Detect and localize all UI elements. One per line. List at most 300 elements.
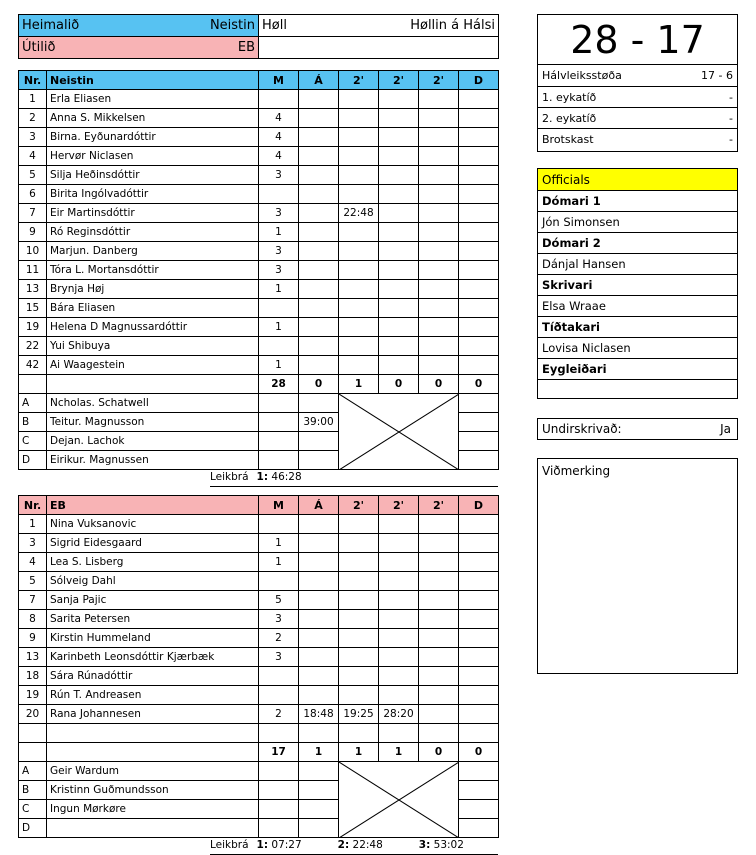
player-stat-t2 (379, 534, 419, 553)
player-row (19, 667, 499, 686)
official-m-empty (259, 819, 299, 838)
player-stat-d (459, 109, 499, 128)
column-header: Á (299, 496, 339, 515)
player-stat-d (459, 242, 499, 261)
halftime-score: 17 - 6 (701, 69, 733, 82)
player-stat-d (459, 572, 499, 591)
signed-label: Undirskrivað: (542, 422, 622, 436)
official-code: C (19, 432, 47, 451)
player-stat-t3 (419, 686, 459, 705)
player-stat-d (459, 667, 499, 686)
totals-empty (47, 375, 259, 394)
player-name: Tóra L. Mortansdóttir (47, 261, 259, 280)
player-stat-m (259, 724, 299, 743)
player-row (19, 299, 499, 318)
player-stat-t3 (419, 572, 459, 591)
player-number: 8 (19, 610, 47, 629)
player-number: 18 (19, 667, 47, 686)
player-stat-t2 (379, 299, 419, 318)
player-stat-m: 3 (259, 648, 299, 667)
total-value: 0 (299, 375, 339, 394)
player-stat-m (259, 299, 299, 318)
official-m-empty (259, 762, 299, 781)
player-stat-d (459, 337, 499, 356)
away-label: Útilið (22, 40, 56, 55)
player-number: 2 (19, 109, 47, 128)
player-stat-m (259, 686, 299, 705)
timeout-entry (257, 471, 302, 483)
official-role: Eygleiðari (538, 358, 737, 379)
total-value: 0 (419, 375, 459, 394)
official-name: Kristinn Guðmundsson (47, 781, 259, 800)
player-name: Lea S. Lisberg (47, 553, 259, 572)
player-stat-t1 (339, 147, 379, 166)
player-stat-t3 (419, 147, 459, 166)
player-stat-a (299, 534, 339, 553)
player-name: Birna. Eyðunardóttir (47, 128, 259, 147)
player-stat-m: 1 (259, 553, 299, 572)
player-stat-t2 (379, 667, 419, 686)
player-name: Hervør Niclasen (47, 147, 259, 166)
player-stat-t1: 19:25 (339, 705, 379, 724)
player-name: Anna S. Mikkelsen (47, 109, 259, 128)
player-name: Ró Reginsdóttir (47, 223, 259, 242)
player-stat-t1 (339, 648, 379, 667)
player-stat-m (259, 572, 299, 591)
player-number: 9 (19, 223, 47, 242)
official-m-empty (259, 451, 299, 470)
player-stat-t2 (379, 356, 419, 375)
player-row (19, 591, 499, 610)
total-value: 0 (379, 375, 419, 394)
player-stat-t3 (419, 299, 459, 318)
player-stat-t1 (339, 166, 379, 185)
extra-time-1-row (538, 86, 737, 107)
player-stat-m: 3 (259, 166, 299, 185)
player-stat-t1 (339, 610, 379, 629)
player-stat-t3 (419, 223, 459, 242)
player-stat-t3 (419, 166, 459, 185)
player-stat-a: 18:48 (299, 705, 339, 724)
official-warning (299, 819, 339, 838)
player-number: 3 (19, 128, 47, 147)
timeout-number: 2: (337, 839, 350, 851)
official-name (47, 819, 259, 838)
venue-empty-cell (259, 37, 499, 59)
player-stat-d (459, 280, 499, 299)
player-name: Marjun. Danberg (47, 242, 259, 261)
player-stat-t3 (419, 515, 459, 534)
official-m-empty (259, 800, 299, 819)
player-stat-t2 (379, 648, 419, 667)
player-stat-m: 1 (259, 534, 299, 553)
player-row (19, 185, 499, 204)
player-stat-t1 (339, 90, 379, 109)
player-stat-t1 (339, 223, 379, 242)
total-value: 17 (259, 743, 299, 762)
away-team-name: EB (237, 40, 255, 55)
player-stat-t1 (339, 280, 379, 299)
official-person (538, 379, 737, 400)
timeout-time: 53:02 (430, 839, 464, 851)
nr-header: Nr. (19, 496, 47, 515)
player-row (19, 553, 499, 572)
column-header: 2' (419, 71, 459, 90)
player-stat-d (459, 724, 499, 743)
player-number: 7 (19, 591, 47, 610)
player-name: Yui Shibuya (47, 337, 259, 356)
player-stat-m: 1 (259, 223, 299, 242)
player-stat-m: 3 (259, 242, 299, 261)
official-warning (299, 432, 339, 451)
player-stat-t2 (379, 147, 419, 166)
player-stat-t1 (339, 356, 379, 375)
player-number: 11 (19, 261, 47, 280)
player-stat-a (299, 629, 339, 648)
column-header: 2' (379, 496, 419, 515)
shootout-label: Brotskast (542, 132, 594, 146)
score-box (537, 14, 738, 152)
player-number: 19 (19, 686, 47, 705)
player-name: Sanja Pajic (47, 591, 259, 610)
player-stat-t2 (379, 686, 419, 705)
player-stat-m: 3 (259, 261, 299, 280)
column-header: Á (299, 71, 339, 90)
home-team-cell (19, 15, 259, 37)
official-code: D (19, 819, 47, 838)
player-stat-a (299, 337, 339, 356)
player-stat-a (299, 299, 339, 318)
column-header: M (259, 496, 299, 515)
player-name: Silja Heðinsdóttir (47, 166, 259, 185)
remarks-label: Viðmerking (542, 464, 611, 478)
home-header-row (19, 71, 499, 90)
official-m-empty (259, 394, 299, 413)
player-stat-a (299, 648, 339, 667)
official-person: Elsa Wraae (538, 295, 737, 316)
player-stat-a (299, 280, 339, 299)
venue-cell (259, 15, 499, 37)
official-m-empty (259, 781, 299, 800)
player-stat-m: 3 (259, 204, 299, 223)
player-stat-t2 (379, 242, 419, 261)
timeout-entry (338, 839, 383, 851)
away-team-cell (19, 37, 259, 59)
player-stat-t3 (419, 204, 459, 223)
home-timeouts (210, 471, 498, 487)
player-row (19, 686, 499, 705)
player-stat-t1 (339, 128, 379, 147)
player-stat-d (459, 610, 499, 629)
player-stat-t1 (339, 572, 379, 591)
player-number: 1 (19, 515, 47, 534)
home-team-name: Neistin (209, 18, 255, 33)
player-stat-a (299, 166, 339, 185)
official-code: B (19, 781, 47, 800)
player-number: 10 (19, 242, 47, 261)
timeout-time: 46:28 (268, 471, 302, 483)
player-row (19, 318, 499, 337)
player-row (19, 610, 499, 629)
player-stat-d (459, 705, 499, 724)
player-stat-t2 (379, 204, 419, 223)
official-m-empty (259, 413, 299, 432)
player-stat-t1 (339, 629, 379, 648)
player-name: Rún T. Andreasen (47, 686, 259, 705)
player-stat-a (299, 572, 339, 591)
official-d-cell (459, 394, 499, 413)
player-stat-a (299, 109, 339, 128)
player-stat-t2 (379, 90, 419, 109)
player-row (19, 280, 499, 299)
player-stat-t3 (419, 667, 459, 686)
player-stat-d (459, 515, 499, 534)
player-stat-a (299, 261, 339, 280)
player-stat-a (299, 553, 339, 572)
player-name: Nina Vuksanovic (47, 515, 259, 534)
player-name: Karinbeth Leonsdóttir Kjærbæk (47, 648, 259, 667)
player-stat-t1 (339, 534, 379, 553)
official-person: Lovisa Niclasen (538, 337, 737, 358)
timeout-label: Leikbrá (210, 471, 249, 483)
player-number: 42 (19, 356, 47, 375)
player-number: 4 (19, 147, 47, 166)
official-d-cell (459, 451, 499, 470)
player-name: Bára Eliasen (47, 299, 259, 318)
official-name: Eirikur. Magnussen (47, 451, 259, 470)
player-stat-d (459, 90, 499, 109)
official-code: A (19, 762, 47, 781)
player-number: 15 (19, 299, 47, 318)
player-stat-m: 1 (259, 318, 299, 337)
player-stat-t3 (419, 629, 459, 648)
player-row (19, 572, 499, 591)
halftime-label: Hálvleiksstøða (542, 69, 622, 82)
player-stat-t1 (339, 109, 379, 128)
player-stat-t3 (419, 242, 459, 261)
player-row (19, 242, 499, 261)
column-header: M (259, 71, 299, 90)
player-row (19, 128, 499, 147)
player-stat-d (459, 185, 499, 204)
official-warning (299, 394, 339, 413)
player-row (19, 337, 499, 356)
timeout-number: 1: (256, 839, 269, 851)
player-stat-t1 (339, 724, 379, 743)
player-stat-m: 1 (259, 356, 299, 375)
player-number: 5 (19, 572, 47, 591)
player-number (19, 724, 47, 743)
official-code: A (19, 394, 47, 413)
player-stat-m: 1 (259, 280, 299, 299)
player-row (19, 204, 499, 223)
player-stat-d (459, 534, 499, 553)
player-stat-t1 (339, 667, 379, 686)
team-official-row (19, 394, 499, 413)
player-stat-t2 (379, 572, 419, 591)
official-suspension-block (339, 394, 459, 470)
player-number: 13 (19, 648, 47, 667)
final-score: 28 - 17 (538, 15, 737, 65)
player-name: Erla Eliasen (47, 90, 259, 109)
extra-time-2-row (538, 107, 737, 128)
player-number: 9 (19, 629, 47, 648)
shootout-value: - (729, 132, 733, 146)
official-d-cell (459, 413, 499, 432)
total-value: 28 (259, 375, 299, 394)
player-name: Rana Johannesen (47, 705, 259, 724)
player-stat-d (459, 299, 499, 318)
player-stat-d (459, 356, 499, 375)
player-stat-t3 (419, 90, 459, 109)
player-number: 13 (19, 280, 47, 299)
official-warning (299, 781, 339, 800)
timeout-time: 22:48 (349, 839, 383, 851)
player-stat-t3 (419, 356, 459, 375)
player-stat-d (459, 648, 499, 667)
official-role: Tíðtakari (538, 316, 737, 337)
player-stat-d (459, 204, 499, 223)
player-stat-t3 (419, 318, 459, 337)
official-code: B (19, 413, 47, 432)
player-row (19, 223, 499, 242)
player-stat-t2 (379, 318, 419, 337)
player-stat-t3 (419, 553, 459, 572)
away-roster-table (18, 495, 499, 838)
column-header: 2' (419, 496, 459, 515)
player-stat-t3 (419, 534, 459, 553)
player-stat-t2 (379, 337, 419, 356)
totals-empty (47, 743, 259, 762)
official-code: D (19, 451, 47, 470)
official-suspension-block (339, 762, 459, 838)
official-warning (299, 451, 339, 470)
total-value: 0 (459, 743, 499, 762)
player-stat-t1 (339, 591, 379, 610)
player-number: 1 (19, 90, 47, 109)
official-role: Dómari 1 (538, 190, 737, 211)
player-stat-t2 (379, 109, 419, 128)
venue-name: Høllin á Hálsi (410, 18, 495, 33)
totals-empty (19, 743, 47, 762)
player-stat-m: 4 (259, 109, 299, 128)
player-stat-m: 2 (259, 705, 299, 724)
player-stat-t3 (419, 648, 459, 667)
column-header: D (459, 71, 499, 90)
player-stat-a (299, 242, 339, 261)
player-stat-a (299, 223, 339, 242)
away-header-row (19, 496, 499, 515)
timeout-entry (257, 839, 302, 851)
away-timeouts (210, 839, 498, 855)
player-row (19, 515, 499, 534)
player-stat-t3 (419, 724, 459, 743)
player-name: Sarita Petersen (47, 610, 259, 629)
player-row (19, 90, 499, 109)
player-stat-d (459, 591, 499, 610)
player-stat-d (459, 553, 499, 572)
official-person: Jón Simonsen (538, 211, 737, 232)
official-role: Skrivari (538, 274, 737, 295)
official-d-cell (459, 781, 499, 800)
official-warning (299, 762, 339, 781)
venue-label: Høll (262, 18, 287, 33)
player-name (47, 724, 259, 743)
player-stat-m: 4 (259, 147, 299, 166)
official-name: Ingun Mørkøre (47, 800, 259, 819)
total-value: 0 (419, 743, 459, 762)
player-number: 7 (19, 204, 47, 223)
player-stat-t1 (339, 337, 379, 356)
player-stat-a (299, 204, 339, 223)
player-name: Kirstin Hummeland (47, 629, 259, 648)
timeout-number: 3: (418, 839, 431, 851)
official-d-cell (459, 819, 499, 838)
timeout-label: Leikbrá (210, 839, 249, 851)
player-stat-a (299, 185, 339, 204)
extra-time-2-value: - (729, 111, 733, 125)
total-value: 1 (339, 375, 379, 394)
player-number: 4 (19, 553, 47, 572)
player-stat-d (459, 128, 499, 147)
player-stat-a (299, 667, 339, 686)
official-name: Dejan. Lachok (47, 432, 259, 451)
player-row (19, 648, 499, 667)
team-header: EB (47, 496, 259, 515)
player-name: Sólveig Dahl (47, 572, 259, 591)
match-header (18, 14, 499, 59)
player-number: 20 (19, 705, 47, 724)
player-stat-m: 5 (259, 591, 299, 610)
player-row (19, 166, 499, 185)
total-value: 0 (459, 375, 499, 394)
player-stat-t2 (379, 128, 419, 147)
official-d-cell (459, 432, 499, 451)
player-row (19, 147, 499, 166)
player-stat-t1 (339, 242, 379, 261)
player-stat-m: 3 (259, 610, 299, 629)
home-roster-table (18, 70, 499, 470)
player-stat-t3 (419, 705, 459, 724)
extra-time-2-label: 2. eykatíð (542, 111, 597, 125)
player-stat-t2 (379, 515, 419, 534)
player-stat-t1: 22:48 (339, 204, 379, 223)
player-stat-t2 (379, 280, 419, 299)
player-number: 6 (19, 185, 47, 204)
player-stat-m (259, 90, 299, 109)
player-stat-m (259, 337, 299, 356)
player-stat-t1 (339, 553, 379, 572)
player-stat-d (459, 223, 499, 242)
timeout-number: 1: (256, 471, 269, 483)
remarks-box (537, 458, 738, 674)
player-stat-t2 (379, 591, 419, 610)
shootout-row (538, 128, 737, 149)
player-stat-t1 (339, 686, 379, 705)
player-stat-a (299, 356, 339, 375)
player-name: Ai Waagestein (47, 356, 259, 375)
player-stat-a (299, 90, 339, 109)
player-stat-a (299, 128, 339, 147)
player-row (19, 261, 499, 280)
player-stat-t2 (379, 553, 419, 572)
player-stat-a (299, 686, 339, 705)
player-stat-t2 (379, 610, 419, 629)
total-value: 1 (339, 743, 379, 762)
official-m-empty (259, 432, 299, 451)
player-stat-d (459, 147, 499, 166)
official-role: Dómari 2 (538, 232, 737, 253)
